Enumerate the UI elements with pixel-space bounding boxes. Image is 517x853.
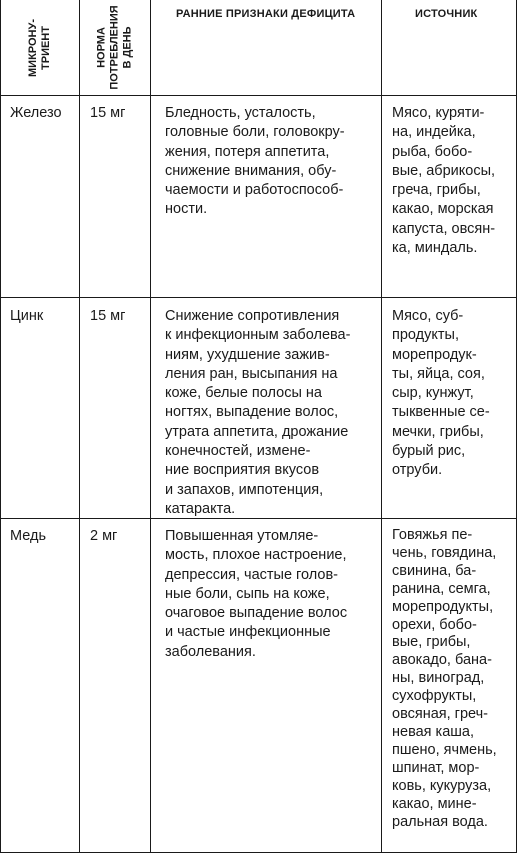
header-micronutrient-label: МИКРОНУ- ТРИЕНТ — [26, 18, 52, 77]
row-iron-signs: Бледность, усталость, головные боли, головокру- жения, потеря аппетита, снижение внимания, обу- чаемости и работоспособ- ности. — [165, 105, 345, 218]
column-divider — [150, 0, 151, 853]
row-iron-dose: 15 мг — [90, 105, 126, 121]
row-zinc-nutrient: Цинк — [10, 308, 44, 324]
row-zinc-signs: Снижение сопротивления к инфекционным заболева- ниям, ухудшение зажив- ления ран, высыпания на коже, белые полосы на ногтях, выпадение волос, утрата аппетита, дрожание конечностей, измене- ние восприятия вкусов и запахов, импотенция, катаракта. — [165, 308, 351, 517]
row-iron-sources: Мясо, куряти- на, индейка, рыба, бобо- вые, абрикосы, греча, грибы, какао, морская капуста, овсян- ка, миндаль. — [392, 105, 496, 257]
row-copper-sources: Говяжья пе- чень, говядина, свинина, ба- ранина, семга, морепродукты, орехи, бобо- вые, грибы, авокадо, бана- ны, виноград, сухофрукты, овсяная, греч- невая каша, пшено, ячмень, шпинат, мор- ковь, кукуруза, какао, мине- ральная вода. — [392, 527, 497, 830]
header-early-signs: РАННИЕ ПРИЗНАКИ ДЕФИЦИТА — [176, 8, 356, 20]
header-source: ИСТОЧНИК — [415, 8, 478, 20]
row-copper-nutrient: Медь — [10, 528, 47, 544]
row-zinc-sources: Мясо, суб- продукты, морепродук- ты, яйца, соя, сыр, кунжут, тыквенные се- мечки, грибы, бурый рис, отруби. — [392, 308, 490, 479]
row-zinc-dose: 15 мг — [90, 308, 126, 324]
row-copper-signs: Повышенная утомляе- мость, плохое настроение, депрессия, частые голов- ные боли, сыпь на коже, очаговое выпадение волос и частые инфекционные заболевания. — [165, 528, 348, 660]
row-divider — [0, 297, 517, 298]
column-divider — [381, 0, 382, 853]
header-micronutrient — [0, 0, 79, 95]
column-divider — [79, 0, 80, 853]
row-iron-nutrient: Железо — [10, 105, 62, 121]
row-divider — [0, 95, 517, 96]
header-daily-norm-label: НОРМА ПОТРЕБЛЕНИЯ В ДЕНЬ — [95, 5, 134, 90]
table-border-left — [0, 0, 1, 853]
row-copper-dose: 2 мг — [90, 528, 118, 544]
header-daily-norm — [80, 0, 150, 95]
